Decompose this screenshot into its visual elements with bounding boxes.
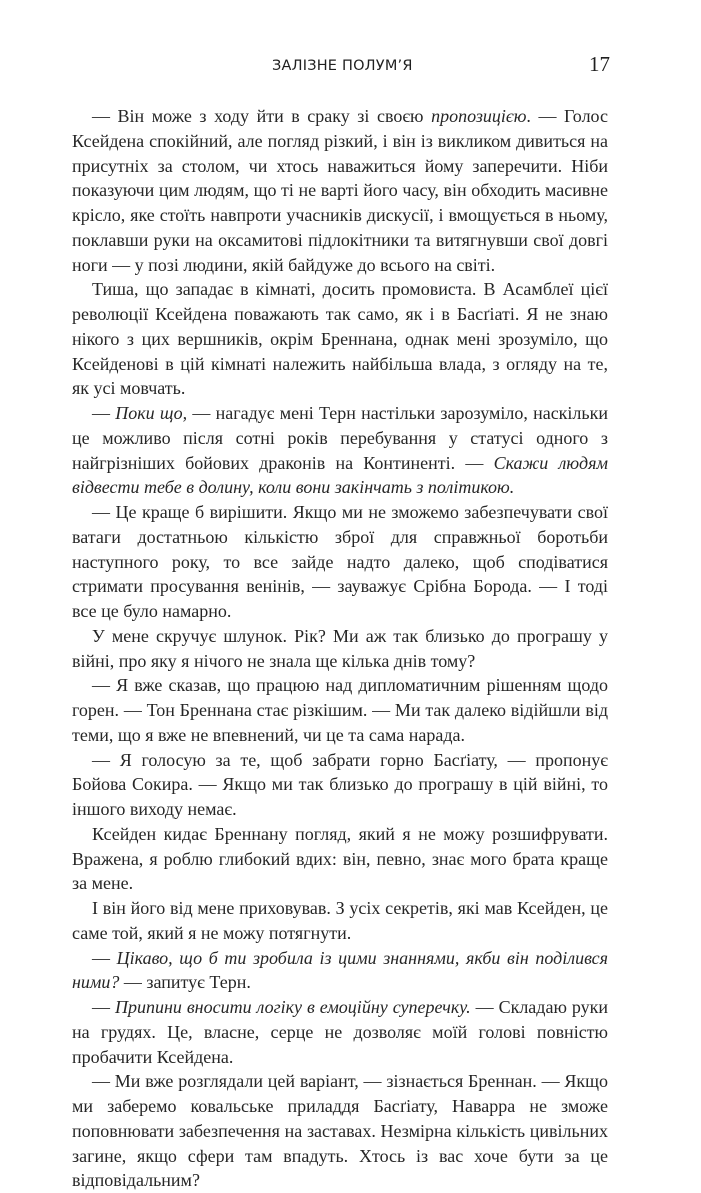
- text-run: . — Голос Ксейдена спокійний, але погляд різкий, і він із викликом дивиться на присутніх за столом, чи хтось наважиться йому заперечити. Ніби показуючи цим людям, що ті не варті його часу, він обходить масивне крісло, яке стоїть навпроти учасників дискусії, і вмощується в ньому, поклавши руки на оксамитові підлокітники та витягнувши свої довгі ноги — у позі людини, якій байдуже до всього на світі.: [72, 106, 608, 275]
- text-run: — Це краще б вирішити. Якщо ми не зможемо забезпечувати свої ватаги достатньою кількістю зброї для справжньої боротьби наступного року, то все зайде надто далеко, щоб сподіватися стримати просування венінів, — зауважує Срібна Борода. — І тоді все це було намарно.: [72, 502, 608, 621]
- text-run: —: [92, 947, 117, 968]
- page-header: [0, 52, 701, 82]
- text-run: Ксейден кидає Бреннану погляд, який я не можу розшифрувати. Вражена, я роблю глибокий вдих: він, певно, знає мого брата краще за мене.: [72, 823, 608, 894]
- text-run: І він його від мене приховував. З усіх секретів, які мав Ксейден, це саме той, який я не можу потягнути.: [72, 898, 608, 943]
- paragraph: [72, 104, 608, 277]
- paragraph: [72, 277, 608, 401]
- paragraph: [72, 946, 608, 996]
- italic-text-run: Скажи людям відвести тебе в долину, коли вони закінчать з політикою.: [72, 452, 608, 498]
- text-run: —: [92, 997, 115, 1017]
- text-run: — Ми вже розглядали цей варіант, — зізнається Бреннан. — Якщо ми заберемо ковальське приладдя Басґіату, Наварра не зможе поповнювати забезпечення на заставах. Незмірна кількість цивільних загине, якщо сфери там впадуть. Хтось із вас хоче бути за це відповідальним?: [72, 1071, 608, 1191]
- text-run: — Я голосую за те, щоб забрати горно Басґіату, — пропонує Бойова Сокира. — Якщо ми так близько до програшу в цій війні, то іншого виходу немає.: [72, 749, 608, 819]
- running-title: ЗАЛІЗНЕ ПОЛУМ’Я: [272, 58, 413, 74]
- text-run: У мене скручує шлунок. Рік? Ми аж так близько до програшу у війні, про яку я нічого не знала ще кілька днів тому?: [72, 625, 608, 671]
- text-run: — Я вже сказав, що працюю над дипломатичним рішенням щодо горен. — Тон Бреннана стає різкішим. — Ми так далеко відійшли від теми, що я вже не впевнений, чи це та сама нарада.: [72, 675, 608, 745]
- paragraph: [72, 624, 608, 674]
- italic-text-run: Цікаво, що б ти зробила із цими знаннями, якби він поділився ними?: [72, 947, 609, 993]
- paragraph: [72, 995, 608, 1069]
- paragraph: [72, 896, 608, 946]
- paragraph: [72, 1069, 608, 1193]
- text-run: Тиша, що западає в кімнаті, досить промовиста. В Асамблеї цієї революції Ксейдена поважають так само, як і в Басґіаті. Я не знаю нікого з цих вершників, окрім Бреннана, однак мені зрозуміло, що Ксейденові в цій кімнаті належить найбільша влада, з огляду на те, як усі мовчать.: [72, 279, 608, 399]
- text-run: — нагадує мені Терн настільки зарозуміло, наскільки це можливо після сотні років перебування у статусі одного з найгрізніших бойових драконів на Континенті. —: [72, 403, 608, 473]
- body-text: [72, 104, 608, 1193]
- text-run: — Він може з ходу йти в сраку зі своєю: [92, 106, 432, 126]
- paragraph: [72, 401, 608, 500]
- italic-text-run: Припини вносити логіку в емоційну суперечку.: [114, 997, 471, 1017]
- page-number: 17: [589, 52, 610, 76]
- text-run: — запитує Терн.: [119, 972, 251, 993]
- italic-text-run: пропозицією: [431, 106, 527, 126]
- paragraph: [72, 822, 608, 896]
- text-run: —: [92, 403, 116, 423]
- paragraph: [72, 500, 608, 624]
- paragraph: [72, 673, 608, 747]
- text-run: — Складаю руки на грудях. Це, власне, серце не дозволяє моїй голові повністю пробачити Ксейдена.: [72, 997, 608, 1067]
- paragraph: [72, 748, 608, 822]
- italic-text-run: Поки що,: [115, 403, 188, 423]
